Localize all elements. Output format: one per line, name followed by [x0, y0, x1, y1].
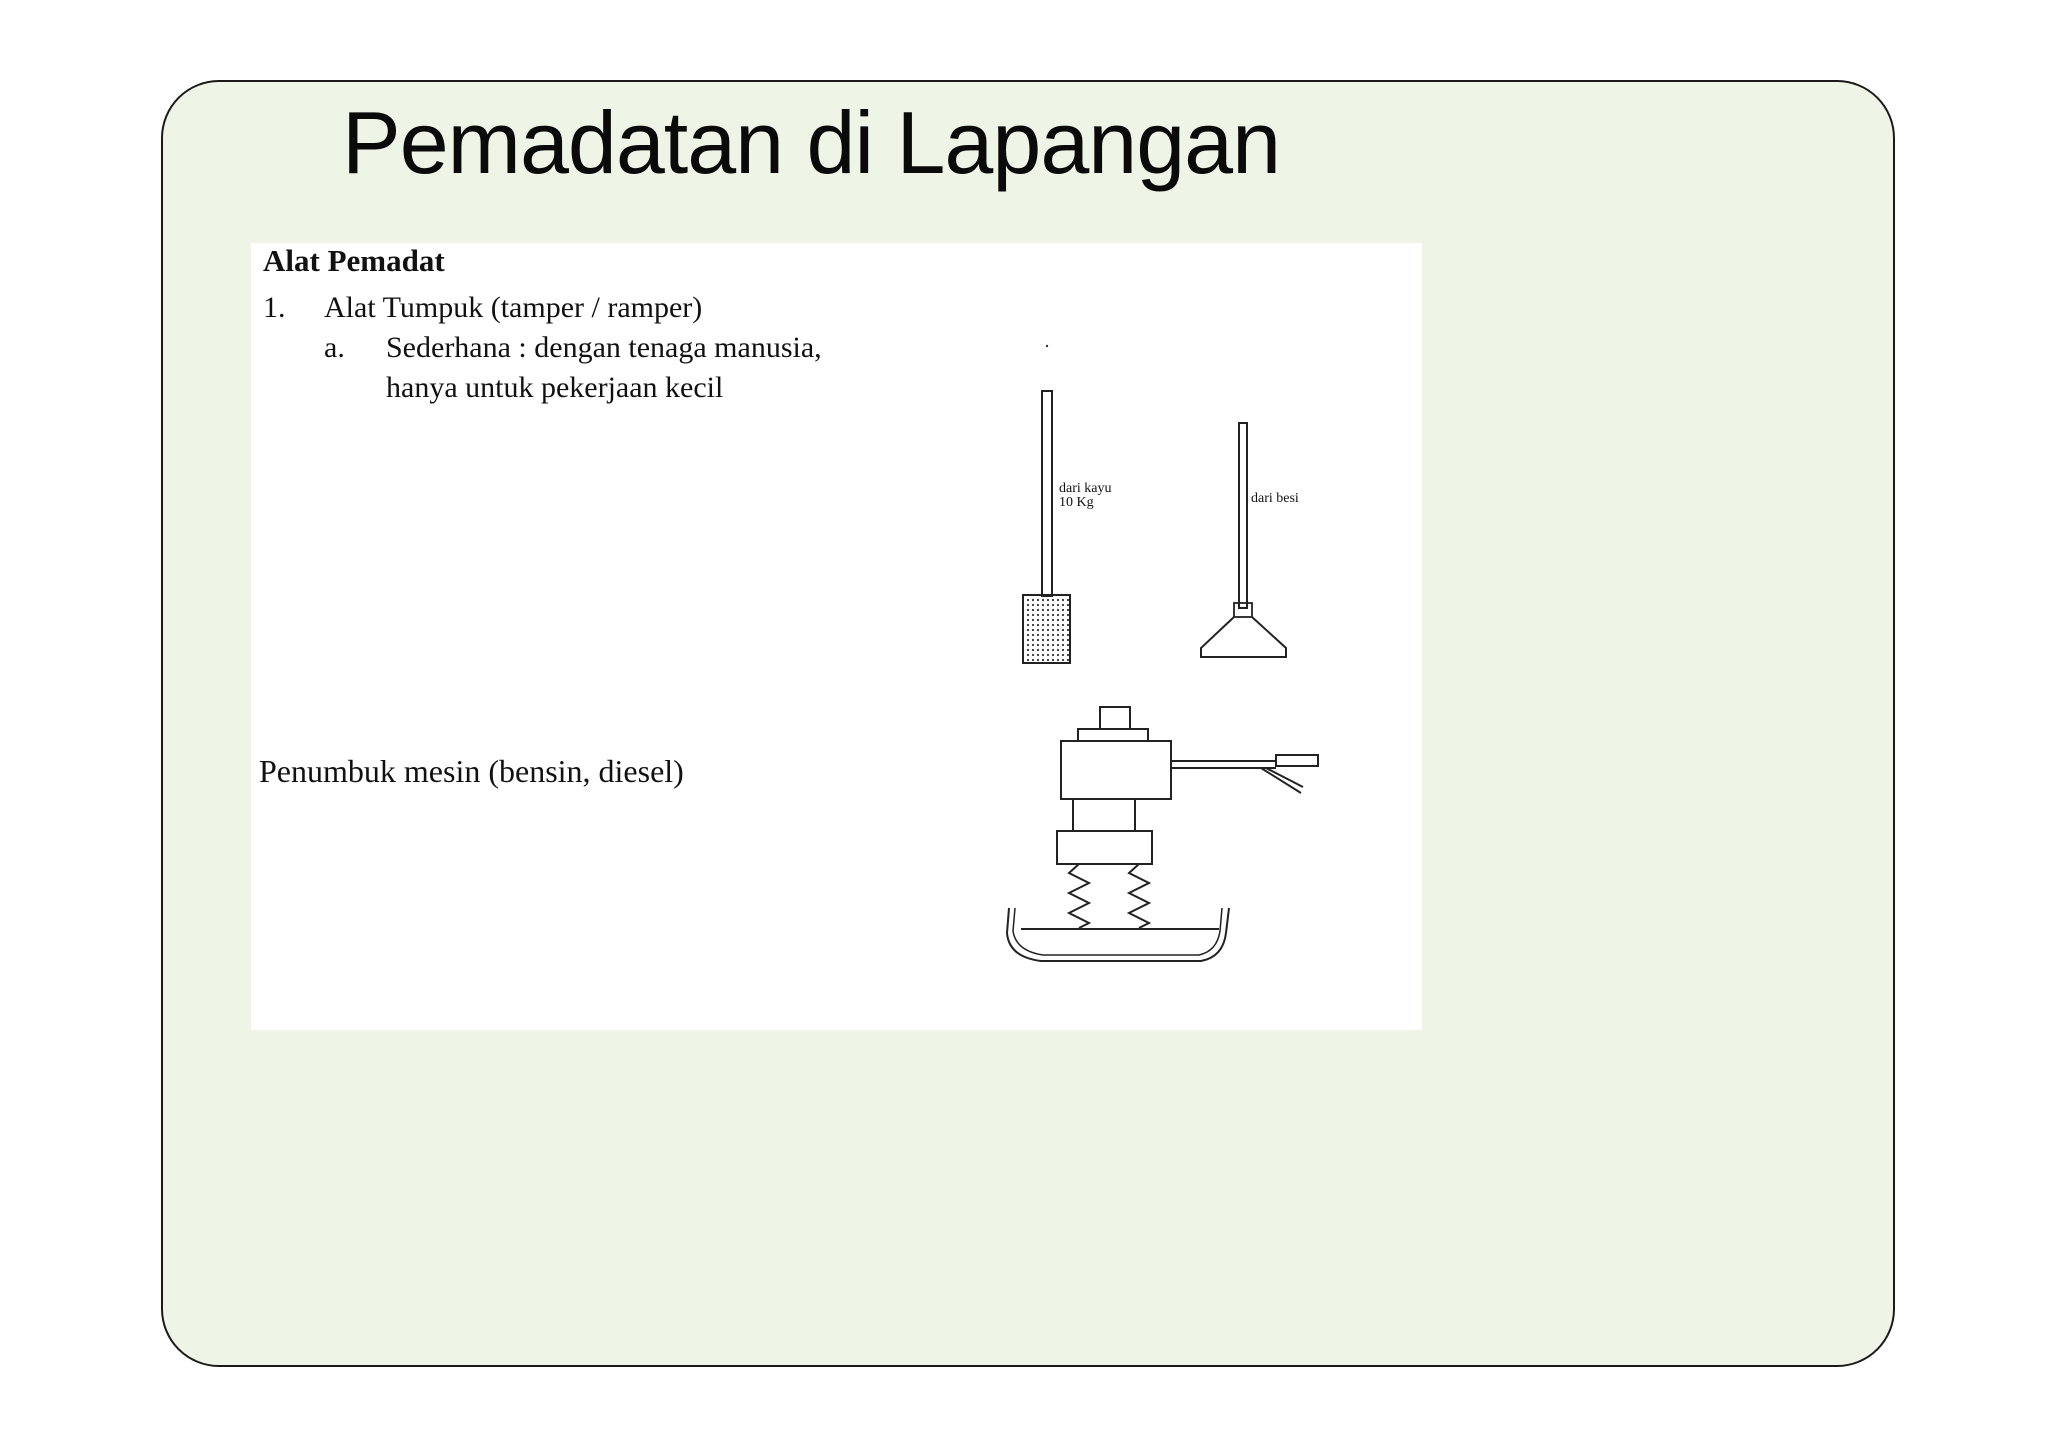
list-item-1: Alat Tumpuk (tamper / ramper): [324, 291, 703, 324]
iron-tamper-socket: [1234, 603, 1252, 617]
iron-tamper-plate: [1201, 617, 1286, 657]
sublist-item-a-line1: Sederhana : dengan tenaga manusia,: [386, 331, 822, 364]
wood-tamper-block: [1023, 595, 1070, 663]
rammer-shoe: [1007, 908, 1229, 961]
rammer-neck: [1073, 799, 1135, 831]
rammer-spring-right: [1129, 864, 1149, 928]
rammer-cap-base: [1078, 729, 1148, 741]
section-heading: Alat Pemadat: [263, 243, 445, 278]
wood-tamper-label-2: 10 Kg: [1059, 495, 1094, 510]
rammer-engine-block: [1061, 741, 1171, 799]
content-panel: [251, 243, 1422, 1030]
rammer-spring-left: [1069, 864, 1089, 928]
iron-tamper-label: dari besi: [1251, 491, 1299, 506]
diagram-canvas: [251, 243, 1422, 1030]
machine-tamper-label: Penumbuk mesin (bensin, diesel): [259, 753, 684, 789]
iron-tamper-handle: [1239, 423, 1247, 608]
rammer-shoe-inner: [1013, 908, 1222, 955]
list-number-1: 1.: [263, 291, 286, 324]
rammer-handle-grip: [1276, 755, 1318, 766]
rammer-throttle-cable: [1261, 768, 1303, 793]
rammer-cap: [1100, 707, 1130, 729]
slide-title: Pemadatan di Lapangan: [342, 93, 1281, 192]
wood-tamper-label-1: dari kayu: [1059, 481, 1112, 496]
sublist-letter-a: a.: [324, 331, 345, 364]
wood-tamper-handle: [1042, 391, 1052, 596]
iron-tamper-figure: [1201, 423, 1299, 657]
stray-mark: [1046, 345, 1048, 347]
sublist-item-a-line2: hanya untuk pekerjaan kecil: [386, 371, 724, 404]
machine-rammer-figure: [1007, 707, 1318, 961]
rammer-body: [1057, 831, 1152, 864]
wood-tamper-figure: [1023, 391, 1111, 663]
